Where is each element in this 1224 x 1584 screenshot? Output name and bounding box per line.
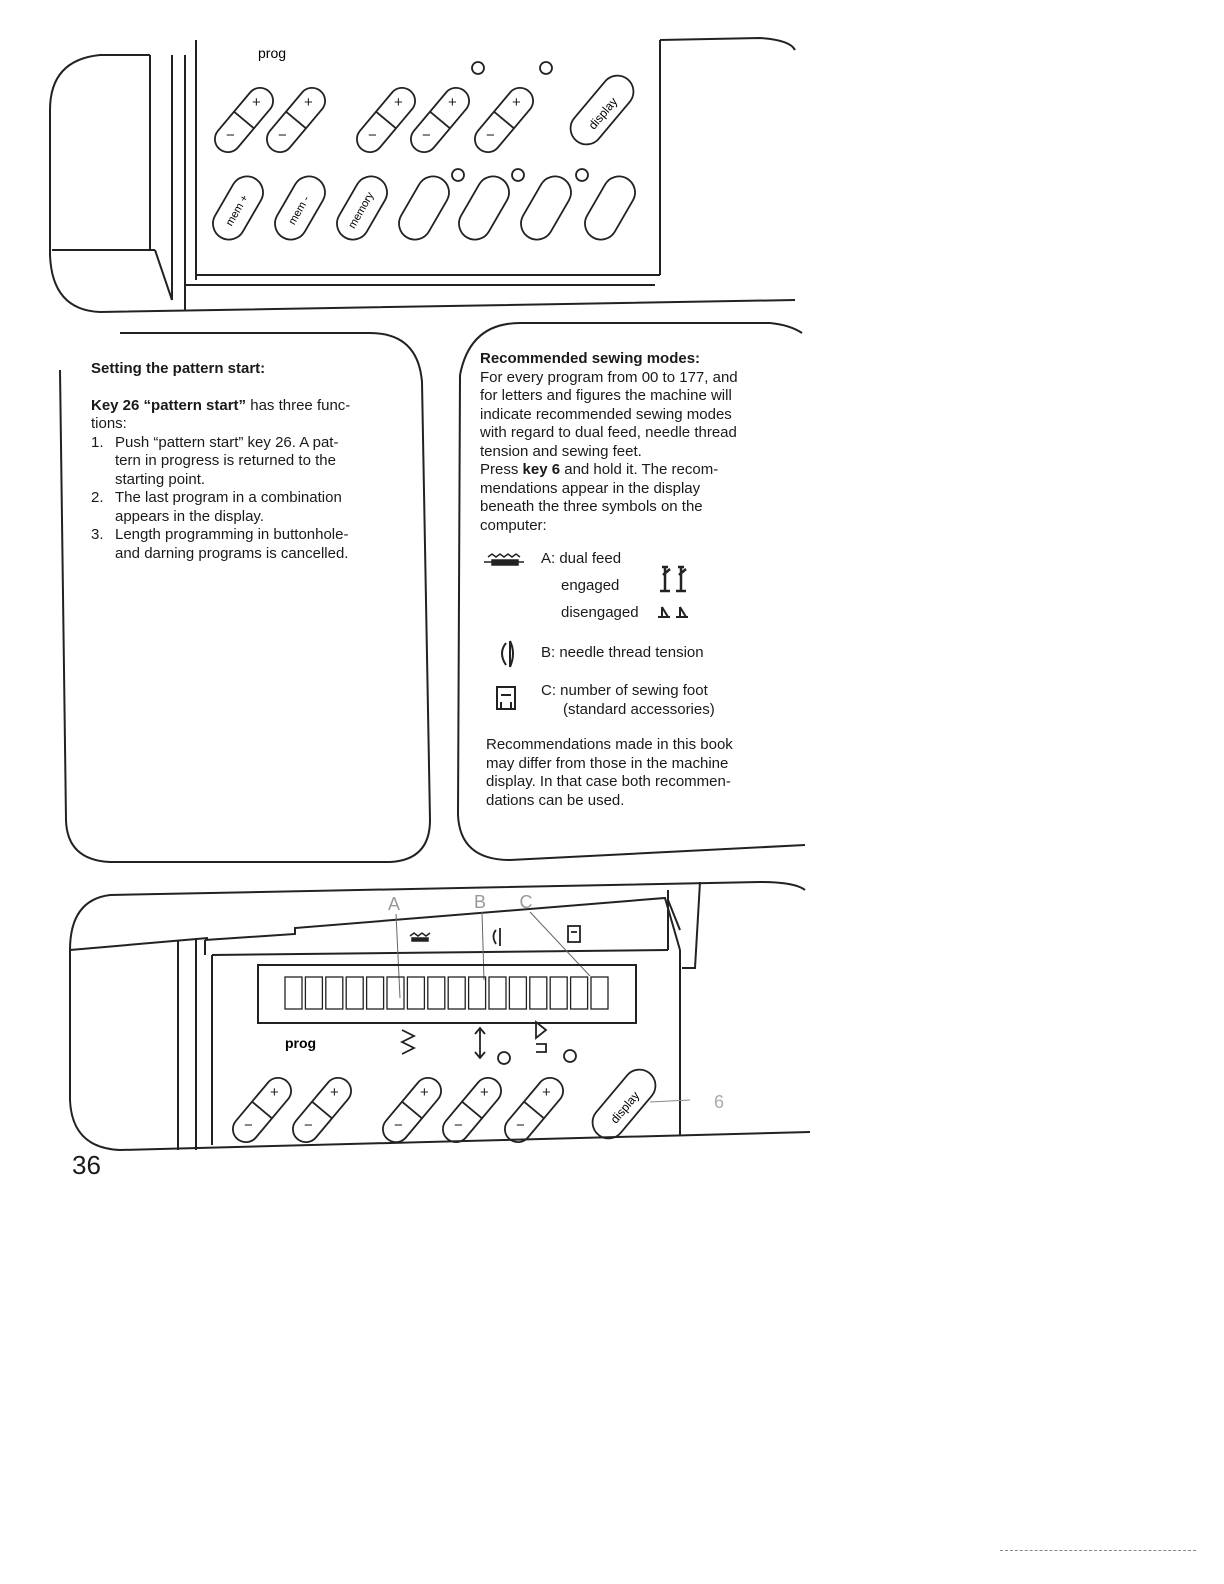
svg-text:−: − xyxy=(278,127,287,144)
needle-tension-label: B: needle thread tension xyxy=(541,644,704,661)
lcd-cell xyxy=(571,977,588,1009)
svg-text:−: − xyxy=(304,1117,313,1134)
list-item: 3. Length programming in buttonhole- and darning programs is cancelled. xyxy=(91,526,349,562)
lcd-cell xyxy=(530,977,547,1009)
needle-tension-icon xyxy=(502,641,513,667)
key26-label: Key 26 “pattern start” xyxy=(91,396,247,414)
svg-text:+: + xyxy=(330,1084,339,1101)
page-number: 36 xyxy=(72,1150,101,1180)
dual-feed-icon xyxy=(484,554,524,565)
svg-text:−: − xyxy=(394,1117,403,1134)
bottom-panel-illustration xyxy=(0,870,820,1170)
lcd-cell xyxy=(550,977,567,1009)
key26-intro-cont: tions: xyxy=(91,415,127,432)
lcd-display xyxy=(258,965,636,1023)
sewing-foot-sublabel: (standard accessories) xyxy=(563,701,715,718)
engaged-feed-icon xyxy=(660,567,686,591)
svg-text:−: − xyxy=(422,127,431,144)
letter-c: C xyxy=(519,892,533,912)
bottom-needle-tension-icon xyxy=(494,928,501,946)
svg-text:−: − xyxy=(226,127,235,144)
list-item: 2. The last program in a combination appears in the display. xyxy=(91,489,342,525)
left-heading: Setting the pattern start: xyxy=(91,360,266,377)
svg-text:+: + xyxy=(542,1084,551,1101)
sewing-foot-label: C: number of sewing foot xyxy=(541,682,708,699)
lcd-cell xyxy=(448,977,465,1009)
disengaged-feed-icon xyxy=(658,607,688,617)
svg-text:+: + xyxy=(448,94,457,111)
top-mem-plus-key[interactable]: mem + xyxy=(223,192,252,229)
letter-a: A xyxy=(387,894,401,914)
svg-text:−: − xyxy=(516,1117,525,1134)
right-box-note: Recommendations made in this book may differ from those in the machine display. In that case both recommen- dations can be used. xyxy=(486,736,733,809)
display-key[interactable]: display xyxy=(607,1088,643,1127)
lcd-cell xyxy=(591,977,608,1009)
list-item: 1. Push “pattern start” key 26. A pat- tern in progress is returned to the starting point. xyxy=(91,433,339,488)
lcd-cell xyxy=(326,977,343,1009)
svg-text:+: + xyxy=(420,1084,429,1101)
lcd-cell xyxy=(387,977,404,1009)
function-list xyxy=(91,434,411,564)
svg-text:+: + xyxy=(252,94,261,111)
top-prog-label: prog xyxy=(258,45,287,61)
stitch-length-icon xyxy=(475,1028,485,1058)
right-box-text: Recommended sewing modes: For every program from 00 to 177, and for letters and figures the machine will indicate recommended sewing modes with regard to dual feed, needle thread tension and sewing feet. Press key 6 and hold it. The recom- mendations appear in the display beneath the three symbols on the computer: xyxy=(480,350,790,535)
lcd-cell xyxy=(509,977,526,1009)
key26-intro: has three func- xyxy=(246,396,351,414)
bottom-sewing-foot-icon xyxy=(568,926,580,942)
dual-feed-label: A: dual feed xyxy=(541,550,622,567)
lcd-cell xyxy=(407,977,424,1009)
svg-text:+: + xyxy=(394,94,403,111)
svg-text:+: + xyxy=(512,94,521,111)
lcd-cell xyxy=(489,977,506,1009)
lcd-cell xyxy=(428,977,445,1009)
top-mem-minus-key[interactable]: mem - xyxy=(286,194,313,227)
buttonhole-icon xyxy=(536,1022,546,1038)
right-heading: Recommended sewing modes: xyxy=(480,350,701,367)
engaged-label: engaged xyxy=(561,577,620,594)
lcd-cell xyxy=(305,977,322,1009)
svg-text:−: − xyxy=(486,127,495,144)
left-box-text xyxy=(91,360,411,563)
svg-text:+: + xyxy=(270,1084,279,1101)
footer-rule xyxy=(1000,1550,1196,1551)
lcd-cell xyxy=(285,977,302,1009)
disengaged-label: disengaged xyxy=(561,604,639,621)
svg-text:−: − xyxy=(454,1117,463,1134)
top-display-key[interactable]: display xyxy=(585,94,621,133)
svg-text:+: + xyxy=(480,1084,489,1101)
svg-text:−: − xyxy=(244,1117,253,1134)
svg-text:−: − xyxy=(368,127,377,144)
lcd-cell xyxy=(367,977,384,1009)
key-6-callout: 6 xyxy=(714,1092,725,1112)
prog-label: prog xyxy=(285,1035,317,1051)
svg-text:+: + xyxy=(304,94,313,111)
lcd-segments xyxy=(285,977,608,1009)
bottom-dual-feed-icon xyxy=(410,933,430,941)
lcd-cell xyxy=(346,977,363,1009)
sewing-foot-icon xyxy=(497,687,515,709)
top-memory-key[interactable]: memory xyxy=(346,190,377,231)
key6-label: key 6 xyxy=(522,461,561,478)
lcd-cell xyxy=(469,977,486,1009)
top-panel-illustration xyxy=(0,0,1224,330)
letter-b: B xyxy=(473,892,487,912)
